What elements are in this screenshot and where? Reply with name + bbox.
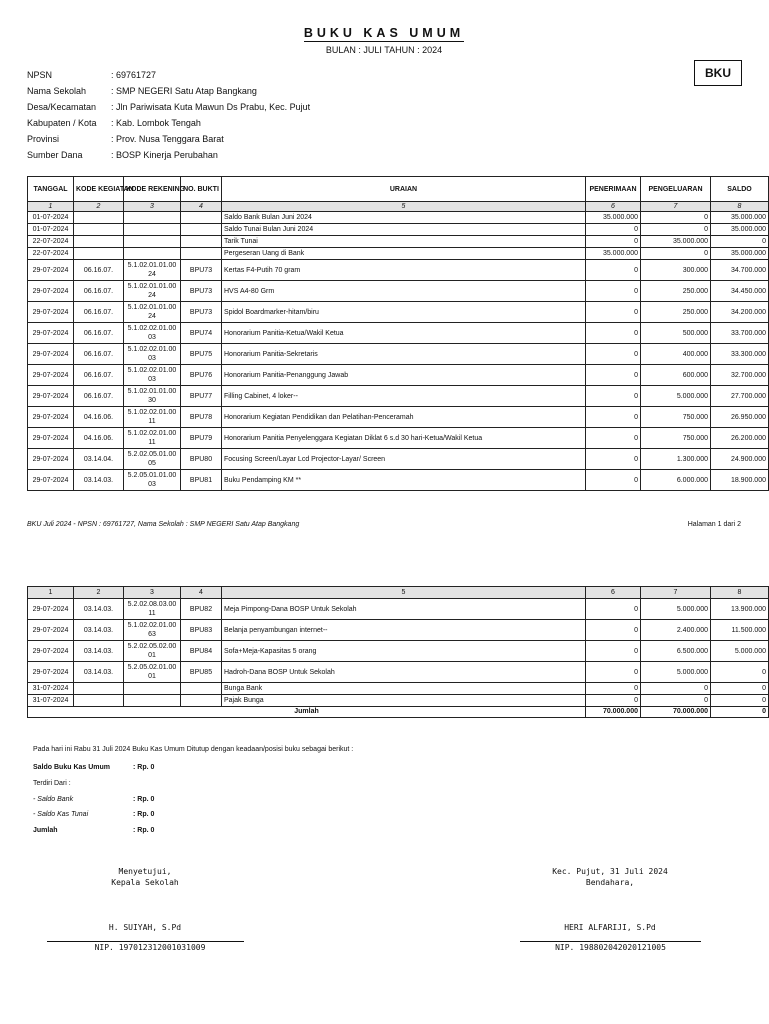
- approval-label: Menyetujui,: [118, 867, 172, 876]
- cell-activity-code: 06.16.07.: [74, 365, 124, 386]
- treasurer-title: Bendahara,: [585, 878, 635, 887]
- cell-description: Pajak Bunga: [222, 695, 586, 707]
- cell-account-code: 5.2.05.01.01.0003: [124, 470, 181, 491]
- place-date: Kec. Pujut, 31 Juli 2024: [552, 867, 668, 876]
- table-row: [28, 323, 769, 344]
- cell-account-code: 5.2.02.08.03.0011: [124, 599, 181, 620]
- info-row-fund-source: Sumber Dana : BOSP Kinerja Perubahan: [27, 150, 310, 166]
- cell-proof-number: BPU74: [181, 323, 222, 344]
- info-row-regency: Kabupaten / Kota : Kab. Lombok Tengah: [27, 118, 310, 134]
- table-row: [28, 449, 769, 470]
- cell-date: 31-07-2024: [28, 683, 74, 695]
- cell-balance: 34.450.000: [711, 281, 769, 302]
- cell-proof-number: BPU80: [181, 449, 222, 470]
- cell-expenses: 6.000.000: [641, 470, 711, 491]
- cell-account-code: 5.1.02.02.01.0011: [124, 428, 181, 449]
- total-row: [28, 707, 769, 718]
- header-balance: SALDO: [711, 177, 769, 202]
- table-row: [28, 683, 769, 695]
- cell-account-code: 5.1.02.02.01.0003: [124, 344, 181, 365]
- cell-account-code: 5.1.02.01.01.0024: [124, 281, 181, 302]
- document-period: BULAN : JULI TAHUN : 2024: [325, 45, 443, 55]
- cell-receipts: 0: [586, 695, 641, 707]
- cell-proof-number: BPU81: [181, 470, 222, 491]
- cell-activity-code: 03.14.03.: [74, 662, 124, 683]
- table-row: [28, 302, 769, 323]
- table-row: [28, 386, 769, 407]
- table-row: [28, 236, 769, 248]
- info-row-village: Desa/Kecamatan : Jln Pariwisata Kuta Mawun Ds Prabu, Kec. Pujut: [27, 102, 310, 118]
- cell-activity-code: 06.16.07.: [74, 302, 124, 323]
- cell-activity-code: 03.14.04.: [74, 449, 124, 470]
- header-activity-code: KODE KEGIATAN: [74, 177, 124, 202]
- cell-proof-number: BPU76: [181, 365, 222, 386]
- cell-receipts: 0: [586, 599, 641, 620]
- cell-activity-code: 06.16.07.: [74, 386, 124, 407]
- cell-proof-number: [181, 248, 222, 260]
- cell-date: 01-07-2024: [28, 224, 74, 236]
- cell-activity-code: 03.14.03.: [74, 599, 124, 620]
- saldo-cash-line: - Saldo Kas Tunai : Rp. 0: [33, 811, 155, 818]
- cell-balance: 26.950.000: [711, 407, 769, 428]
- cell-expenses: 0: [641, 212, 711, 224]
- table-row: [28, 620, 769, 641]
- cell-date: 29-07-2024: [28, 281, 74, 302]
- cell-description: Honorarium Panitia-Penanggung Jawab: [222, 365, 586, 386]
- cell-expenses: 750.000: [641, 428, 711, 449]
- cell-activity-code: 03.14.03.: [74, 470, 124, 491]
- cell-activity-code: [74, 224, 124, 236]
- table-row: [28, 248, 769, 260]
- cell-expenses: 0: [641, 248, 711, 260]
- header-date: TANGGAL: [28, 177, 74, 202]
- cell-balance: 33.300.000: [711, 344, 769, 365]
- cell-account-code: 5.2.05.02.01.0001: [124, 662, 181, 683]
- cell-date: 29-07-2024: [28, 662, 74, 683]
- cell-activity-code: [74, 212, 124, 224]
- cell-description: Honorarium Panitia Penyelenggara Kegiatan Diklat 6 s.d 30 hari-Ketua/Wakil Ketua: [222, 428, 586, 449]
- cell-account-code: 5.1.02.01.01.0024: [124, 302, 181, 323]
- table-row: [28, 662, 769, 683]
- cell-expenses: 35.000.000: [641, 236, 711, 248]
- principal-nip: NIP. 197012312001031009: [94, 943, 206, 952]
- cell-date: 29-07-2024: [28, 260, 74, 281]
- table-row: [28, 428, 769, 449]
- total-line: Jumlah : Rp. 0: [33, 827, 155, 834]
- cell-account-code: 5.1.02.02.01.0003: [124, 323, 181, 344]
- info-row-school-name: Nama Sekolah : SMP NEGERI Satu Atap Bangkang: [27, 86, 310, 102]
- cell-activity-code: 06.16.07.: [74, 323, 124, 344]
- cell-balance: 26.200.000: [711, 428, 769, 449]
- cell-proof-number: [181, 224, 222, 236]
- cell-description: Belanja penyambungan internet--: [222, 620, 586, 641]
- principal-title: Kepala Sekolah: [111, 878, 179, 887]
- cell-account-code: [124, 695, 181, 707]
- cell-balance: 0: [711, 662, 769, 683]
- treasurer-signature-line: [520, 941, 701, 942]
- cell-date: 29-07-2024: [28, 449, 74, 470]
- header-proof-number: NO. BUKTI: [181, 177, 222, 202]
- cell-balance: 0: [711, 695, 769, 707]
- cell-balance: 24.900.000: [711, 449, 769, 470]
- cell-balance: 35.000.000: [711, 212, 769, 224]
- cell-proof-number: BPU85: [181, 662, 222, 683]
- info-row-province: Provinsi : Prov. Nusa Tenggara Barat: [27, 134, 310, 150]
- document-code-box: BKU: [694, 60, 742, 86]
- cell-balance: 0: [711, 683, 769, 695]
- cell-expenses: 400.000: [641, 344, 711, 365]
- cell-balance: 18.900.000: [711, 470, 769, 491]
- cell-description: Honorarium Kegiatan Pendidikan dan Pelatihan-Penceramah: [222, 407, 586, 428]
- column-number-row: 1 2 3 4 5 6 7 8: [28, 587, 769, 599]
- cell-balance: 0: [711, 236, 769, 248]
- table-row: [28, 407, 769, 428]
- cell-date: 31-07-2024: [28, 695, 74, 707]
- cell-expenses: 1.300.000: [641, 449, 711, 470]
- cell-activity-code: [74, 683, 124, 695]
- cell-expenses: 250.000: [641, 302, 711, 323]
- cell-receipts: 0: [586, 662, 641, 683]
- cell-balance: 13.900.000: [711, 599, 769, 620]
- cell-proof-number: BPU73: [181, 302, 222, 323]
- cell-account-code: [124, 683, 181, 695]
- treasurer-name: HERI ALFARIJI, S.Pd: [564, 923, 656, 932]
- cell-proof-number: BPU83: [181, 620, 222, 641]
- cell-proof-number: BPU79: [181, 428, 222, 449]
- cell-proof-number: [181, 683, 222, 695]
- cell-receipts: 35.000.000: [586, 248, 641, 260]
- cell-date: 29-07-2024: [28, 365, 74, 386]
- cell-description: Hadroh-Dana BOSP Untuk Sekolah: [222, 662, 586, 683]
- cell-balance: 27.700.000: [711, 386, 769, 407]
- cell-account-code: 5.2.02.05.02.0001: [124, 641, 181, 662]
- cell-expenses: 600.000: [641, 365, 711, 386]
- cell-expenses: 0: [641, 224, 711, 236]
- cell-account-code: 5.1.02.02.01.0003: [124, 365, 181, 386]
- cell-date: 22-07-2024: [28, 236, 74, 248]
- cell-balance: 11.500.000: [711, 620, 769, 641]
- cell-description: Bunga Bank: [222, 683, 586, 695]
- header-account-code: KODE REKENING: [124, 177, 181, 202]
- closing-statement: Pada hari ini Rabu 31 Juli 2024 Buku Kas Umum Ditutup dengan keadaan/posisi buku sebagai berikut :: [33, 746, 354, 753]
- cell-proof-number: BPU73: [181, 260, 222, 281]
- cell-balance: 34.200.000: [711, 302, 769, 323]
- cell-date: 29-07-2024: [28, 302, 74, 323]
- cell-date: 29-07-2024: [28, 428, 74, 449]
- cell-description: Kertas F4-Putih 70 gram: [222, 260, 586, 281]
- cell-account-code: 5.1.02.01.01.0030: [124, 386, 181, 407]
- cell-activity-code: 06.16.07.: [74, 281, 124, 302]
- cell-date: 29-07-2024: [28, 470, 74, 491]
- cell-receipts: 0: [586, 428, 641, 449]
- cell-description: Tarik Tunai: [222, 236, 586, 248]
- cell-description: Sofa+Meja-Kapasitas 5 orang: [222, 641, 586, 662]
- cell-expenses: 2.400.000: [641, 620, 711, 641]
- table-row: [28, 212, 769, 224]
- cell-activity-code: 03.14.03.: [74, 641, 124, 662]
- table-header-row: [28, 177, 769, 202]
- cell-description: Buku Pendamping KM **: [222, 470, 586, 491]
- table-row: [28, 224, 769, 236]
- cell-proof-number: BPU84: [181, 641, 222, 662]
- cell-receipts: 0: [586, 236, 641, 248]
- info-row-npsn: NPSN : 69761727: [27, 70, 310, 86]
- cell-receipts: 0: [586, 281, 641, 302]
- cell-description: Filling Cabinet, 4 loker--: [222, 386, 586, 407]
- cell-account-code: 5.1.02.01.01.0024: [124, 260, 181, 281]
- cell-proof-number: BPU77: [181, 386, 222, 407]
- cell-balance: 35.000.000: [711, 224, 769, 236]
- principal-name: H. SUIYAH, S.Pd: [108, 923, 182, 932]
- consists-of-label: Terdiri Dari :: [33, 780, 71, 787]
- cell-proof-number: BPU73: [181, 281, 222, 302]
- table-row: [28, 470, 769, 491]
- cell-account-code: [124, 236, 181, 248]
- cell-date: 29-07-2024: [28, 386, 74, 407]
- cell-account-code: [124, 212, 181, 224]
- cell-description: Honorarium Panitia-Ketua/Wakil Ketua: [222, 323, 586, 344]
- table-row: [28, 695, 769, 707]
- cell-activity-code: [74, 695, 124, 707]
- table-row: [28, 365, 769, 386]
- cell-receipts: 0: [586, 323, 641, 344]
- cell-balance: 34.700.000: [711, 260, 769, 281]
- cell-account-code: [124, 224, 181, 236]
- cell-description: Honorarium Panitia-Sekretaris: [222, 344, 586, 365]
- cell-date: 29-07-2024: [28, 599, 74, 620]
- cell-receipts: 0: [586, 641, 641, 662]
- school-info: [27, 70, 310, 166]
- header-expenses: PENGELUARAN: [641, 177, 711, 202]
- column-number-row: 1 2 3 4 5 6 7 8: [28, 202, 769, 212]
- total-label: Jumlah: [28, 707, 586, 718]
- cell-description: Focusing Screen/Layar Lcd Projector-Layar/ Screen: [222, 449, 586, 470]
- cell-proof-number: [181, 212, 222, 224]
- cell-receipts: 0: [586, 620, 641, 641]
- cell-activity-code: 06.16.07.: [74, 260, 124, 281]
- cell-receipts: 0: [586, 260, 641, 281]
- cell-activity-code: 03.14.03.: [74, 620, 124, 641]
- saldo-bank-line: - Saldo Bank : Rp. 0: [33, 796, 155, 803]
- cell-expenses: 5.000.000: [641, 386, 711, 407]
- cell-proof-number: BPU78: [181, 407, 222, 428]
- cell-proof-number: BPU82: [181, 599, 222, 620]
- cell-description: HVS A4-80 Grm: [222, 281, 586, 302]
- cell-description: Meja Pimpong-Dana BOSP Untuk Sekolah: [222, 599, 586, 620]
- cell-receipts: 0: [586, 449, 641, 470]
- cell-balance: 32.700.000: [711, 365, 769, 386]
- table-row: [28, 344, 769, 365]
- cell-proof-number: [181, 695, 222, 707]
- cell-expenses: 5.000.000: [641, 599, 711, 620]
- total-receipts: 70.000.000: [586, 707, 641, 718]
- header-description: URAIAN: [222, 177, 586, 202]
- cell-expenses: 500.000: [641, 323, 711, 344]
- cell-balance: 5.000.000: [711, 641, 769, 662]
- table-row: [28, 260, 769, 281]
- cell-date: 29-07-2024: [28, 323, 74, 344]
- principal-signature-line: [47, 941, 244, 942]
- cell-date: 29-07-2024: [28, 620, 74, 641]
- document-title: BUKU KAS UMUM: [303, 26, 465, 40]
- cell-receipts: 0: [586, 224, 641, 236]
- cell-account-code: [124, 248, 181, 260]
- page-number: Halaman 1 dari 2: [687, 521, 741, 528]
- cell-account-code: 5.1.02.02.01.0011: [124, 407, 181, 428]
- cell-receipts: 0: [586, 344, 641, 365]
- cell-receipts: 35.000.000: [586, 212, 641, 224]
- total-balance: 0: [711, 707, 769, 718]
- cell-activity-code: 06.16.07.: [74, 344, 124, 365]
- cell-expenses: 0: [641, 683, 711, 695]
- cell-expenses: 6.500.000: [641, 641, 711, 662]
- cell-date: 29-07-2024: [28, 641, 74, 662]
- cell-expenses: 300.000: [641, 260, 711, 281]
- cell-receipts: 0: [586, 407, 641, 428]
- cell-receipts: 0: [586, 386, 641, 407]
- table-row: [28, 599, 769, 620]
- cell-description: Pergeseran Uang di Bank: [222, 248, 586, 260]
- page-footer-info: BKU Juli 2024 - NPSN : 69761727, Nama Sekolah : SMP NEGERI Satu Atap Bangkang: [27, 521, 300, 528]
- ledger-table-page1: [27, 176, 769, 491]
- treasurer-nip: NIP. 198802042020121005: [555, 943, 666, 952]
- cell-proof-number: [181, 236, 222, 248]
- cell-activity-code: 04.16.06.: [74, 407, 124, 428]
- cell-balance: 35.000.000: [711, 248, 769, 260]
- header-receipts: PENERIMAAN: [586, 177, 641, 202]
- cell-expenses: 750.000: [641, 407, 711, 428]
- cell-account-code: 5.2.02.05.01.0005: [124, 449, 181, 470]
- total-expenses: 70.000.000: [641, 707, 711, 718]
- ledger-table-page2: [27, 586, 769, 718]
- cell-account-code: 5.1.02.02.01.0063: [124, 620, 181, 641]
- cell-expenses: 250.000: [641, 281, 711, 302]
- cell-description: Saldo Bank Bulan Juni 2024: [222, 212, 586, 224]
- cell-activity-code: [74, 236, 124, 248]
- cell-proof-number: BPU75: [181, 344, 222, 365]
- table-row: [28, 281, 769, 302]
- cell-balance: 33.700.000: [711, 323, 769, 344]
- table-row: [28, 641, 769, 662]
- cell-description: Saldo Tunai Bulan Juni 2024: [222, 224, 586, 236]
- cell-activity-code: 04.16.06.: [74, 428, 124, 449]
- cell-receipts: 0: [586, 365, 641, 386]
- saldo-bku-line: Saldo Buku Kas Umum : Rp. 0: [33, 764, 155, 771]
- cell-activity-code: [74, 248, 124, 260]
- cell-receipts: 0: [586, 470, 641, 491]
- cell-receipts: 0: [586, 302, 641, 323]
- cell-expenses: 0: [641, 695, 711, 707]
- cell-date: 01-07-2024: [28, 212, 74, 224]
- cell-receipts: 0: [586, 683, 641, 695]
- cell-date: 29-07-2024: [28, 407, 74, 428]
- cell-date: 22-07-2024: [28, 248, 74, 260]
- cell-description: Spidol Boardmarker-hitam/biru: [222, 302, 586, 323]
- cell-date: 29-07-2024: [28, 344, 74, 365]
- cell-expenses: 5.000.000: [641, 662, 711, 683]
